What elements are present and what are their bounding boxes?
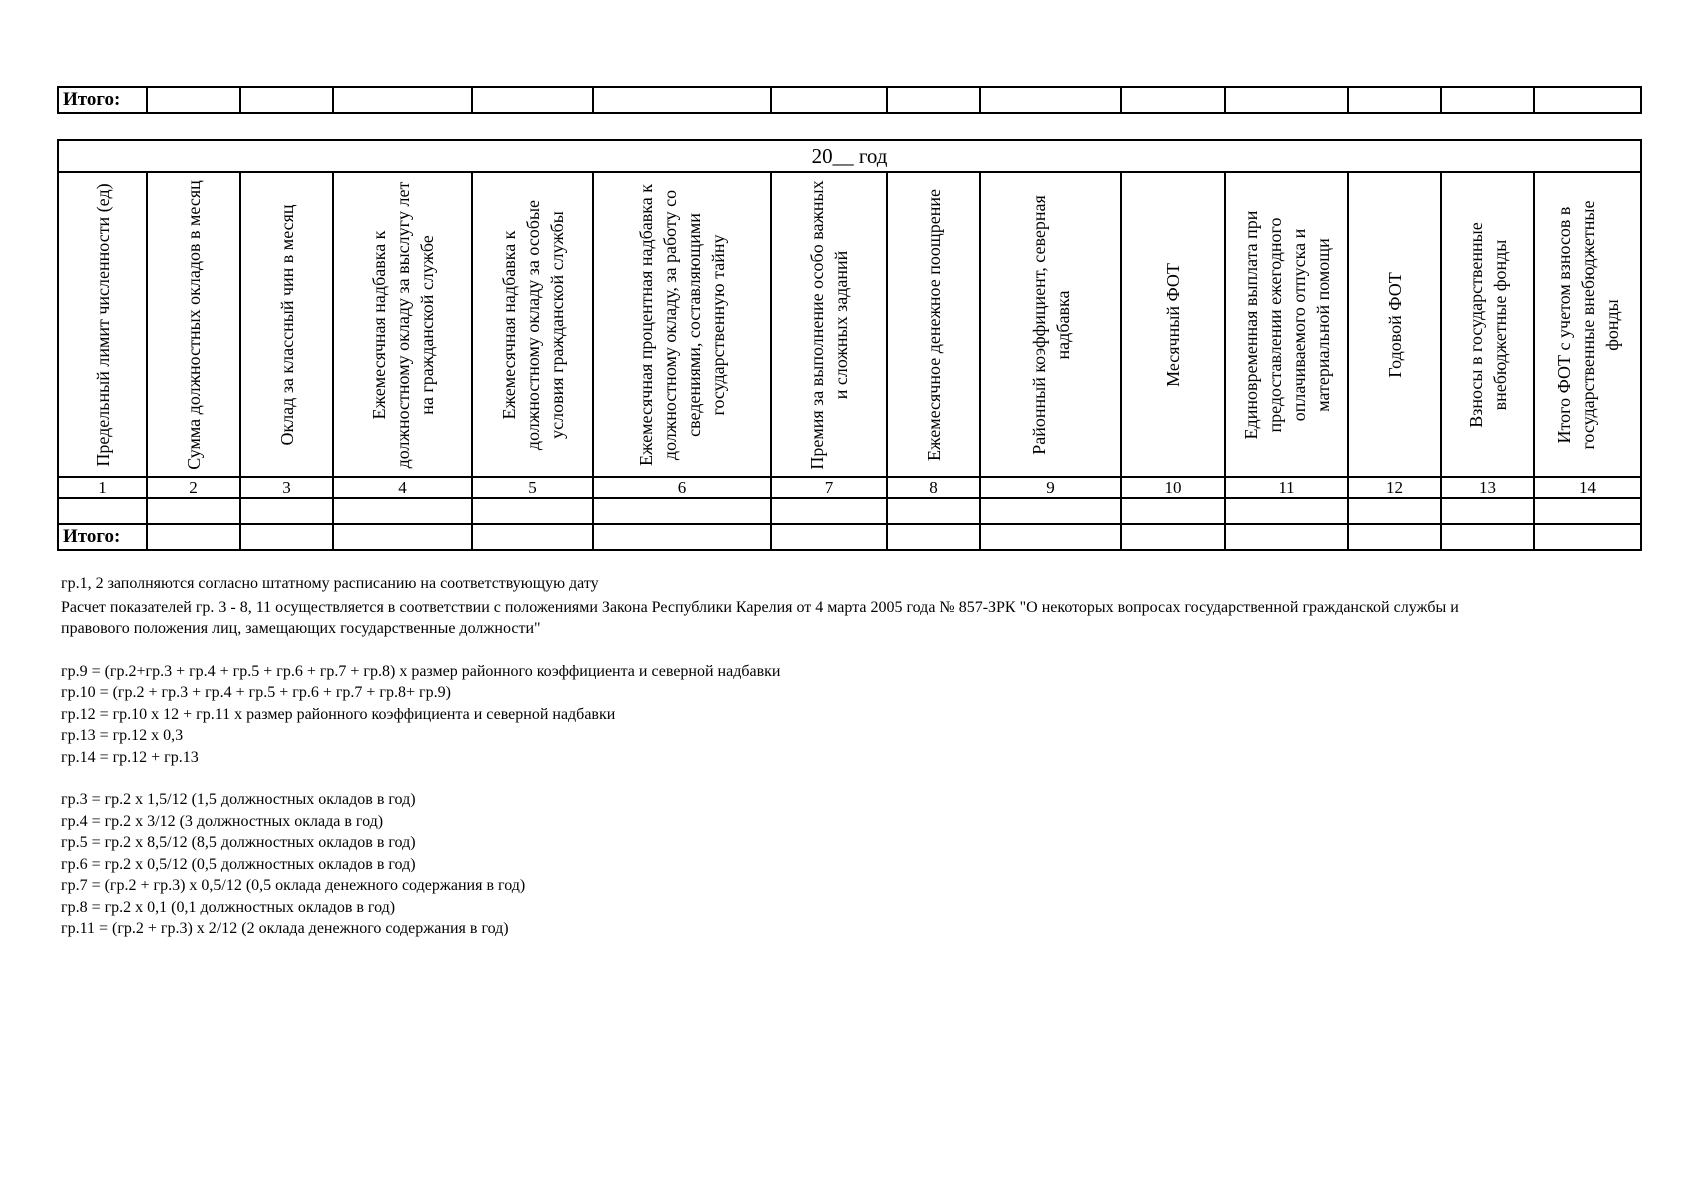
column-header: [333, 172, 472, 477]
table-cell: [472, 498, 593, 524]
column-header: [887, 172, 980, 477]
column-number: 4: [333, 477, 472, 498]
column-number: 11: [1225, 477, 1348, 498]
top-total-cell: [333, 87, 472, 113]
top-total-cell: [1348, 87, 1441, 113]
column-header-label: Годовой ФОТ: [1384, 271, 1405, 378]
table-cell: [147, 498, 240, 524]
formula-line: гр.5 = гр.2 х 8,5/12 (8,5 должностных окладов в год): [61, 834, 416, 851]
column-number: 8: [887, 477, 980, 498]
top-total-cell: [771, 87, 887, 113]
column-number: 3: [240, 477, 333, 498]
column-header: [980, 172, 1121, 477]
total-cell: [1121, 524, 1225, 550]
formula-line: гр.7 = (гр.2 + гр.3) х 0,5/12 (0,5 оклада денежного содержания в год): [61, 877, 526, 894]
column-header-label: Премия за выполнение особо важных и сложных заданий: [807, 179, 851, 470]
column-number: 7: [771, 477, 887, 498]
column-header: [1534, 172, 1641, 477]
note-line: Расчет показателей гр. 3 - 8, 11 осуществляется в соответствии с положениями Закона Республики Карелия от 4 марта 2005 года № 857-ЗРК "О некоторых вопросах государственной гражданской службы и: [61, 598, 1459, 616]
table-cell: [1441, 498, 1534, 524]
column-header-label: Оклад за классный чин в месяц: [276, 203, 297, 446]
top-total-cell: [1534, 87, 1641, 113]
column-number: 1: [58, 477, 147, 498]
column-number: 12: [1348, 477, 1441, 498]
total-cell: [1441, 524, 1534, 550]
formula-line: гр.14 = гр.12 + гр.13: [61, 748, 199, 766]
formula-line: гр.9 = (гр.2+гр.3 + гр.4 + гр.5 + гр.6 + гр.7 + гр.8) х размер районного коэффициента и северной надбавки: [61, 662, 781, 680]
table-cell: [887, 498, 980, 524]
column-header-label: Сумма должностных окладов в месяц: [183, 179, 204, 470]
column-header: [472, 172, 593, 477]
table-cell: [593, 498, 771, 524]
total-cell: [593, 524, 771, 550]
top-total-cell: [1441, 87, 1534, 113]
column-header-label: Взносы в государственные внебюджетные фонды: [1465, 221, 1510, 428]
column-number: 5: [472, 477, 593, 498]
table-cell: [1121, 498, 1225, 524]
total-cell: [240, 524, 333, 550]
formula-line: гр.13 = гр.12 х 0,3: [61, 727, 184, 744]
column-header-label: Ежемесячное денежное поощрение: [923, 188, 944, 461]
total-cell: [333, 524, 472, 550]
top-total-cell: [147, 87, 240, 113]
spacer: [61, 640, 1641, 661]
column-header: [771, 172, 887, 477]
notes-block: [61, 573, 1641, 940]
column-header-label: Предельный лимит численности (ед): [92, 182, 113, 467]
formula-line: гр.6 = гр.2 х 0,5/12 (0,5 должностных окладов в год): [61, 855, 416, 873]
column-headers-row: [58, 172, 1641, 477]
column-header: [1441, 172, 1534, 477]
column-number: 6: [593, 477, 771, 498]
column-header: [1225, 172, 1348, 477]
total-cell: [980, 524, 1121, 550]
top-total-row: [58, 87, 1641, 113]
total-label: Итого:: [58, 524, 147, 550]
column-header-label: Итого ФОТ с учетом взносов в государственные внебюджетные фонды: [1553, 200, 1622, 449]
top-total-cell: [887, 87, 980, 113]
total-cell: [887, 524, 980, 550]
column-header-label: Районный коэффициент, северная надбавка: [1028, 194, 1073, 455]
column-number: 9: [980, 477, 1121, 498]
column-numbers-row: [58, 477, 1641, 498]
table-cell: [333, 498, 472, 524]
column-number: 10: [1121, 477, 1225, 498]
top-total-cell: [980, 87, 1121, 113]
column-header: [240, 172, 333, 477]
spacer: [61, 768, 1641, 789]
note-line: гр.1, 2 заполняются согласно штатному расписанию на соответствующую дату: [61, 575, 599, 592]
data-row: [58, 498, 1641, 524]
column-header: [147, 172, 240, 477]
table-cell: [771, 498, 887, 524]
formula-line: гр.3 = гр.2 х 1,5/12 (1,5 должностных окладов в год): [61, 791, 416, 808]
top-total-cell: [472, 87, 593, 113]
column-header: [58, 172, 147, 477]
total-row: [58, 524, 1641, 550]
top-total-cell: [1225, 87, 1348, 113]
column-number: 14: [1534, 477, 1641, 498]
total-cell: [1348, 524, 1441, 550]
total-cell: [147, 524, 240, 550]
year-header: 20__ год: [58, 140, 1641, 172]
column-header: [1348, 172, 1441, 477]
top-total-label: Итого:: [58, 87, 147, 113]
column-header: [593, 172, 771, 477]
table-cell: [1225, 498, 1348, 524]
formula-line: гр.12 = гр.10 х 12 + гр.11 х размер районного коэффициента и северной надбавки: [61, 705, 616, 723]
column-header-label: Ежемесячная надбавка к должностному окладу за особые условия гражданской службы: [498, 199, 567, 450]
formula-line: гр.8 = гр.2 х 0,1 (0,1 должностных окладов в год): [61, 898, 396, 916]
column-number: 13: [1441, 477, 1534, 498]
column-number: 2: [147, 477, 240, 498]
formula-line: гр.11 = (гр.2 + гр.3) х 2/12 (2 оклада денежного содержания в год): [61, 920, 509, 937]
top-total-table: [57, 86, 1642, 114]
total-cell: [1534, 524, 1641, 550]
column-header-label: Единовременная выплата при предоставлении ежегодного оплачиваемого отпуска и материальной помощи: [1240, 210, 1333, 439]
total-cell: [771, 524, 887, 550]
top-total-cell: [240, 87, 333, 113]
column-header-label: Ежемесячная надбавка к должностному окладу за выслугу лет на гражданской службе: [368, 181, 437, 468]
total-cell: [472, 524, 593, 550]
top-total-cell: [1121, 87, 1225, 113]
note-line: правового положения лиц, замещающих государственные должности": [61, 620, 541, 637]
top-total-cell: [593, 87, 771, 113]
year-row: [58, 140, 1641, 172]
formula-line: гр.10 = (гр.2 + гр.3 + гр.4 + гр.5 + гр.6 + гр.7 + гр.8+ гр.9): [61, 684, 451, 701]
table-cell: [1348, 498, 1441, 524]
column-header-label: Ежемесячная процентная надбавка к должностному окладу, за работу со сведениями, составляющими государственную тайну: [636, 183, 728, 466]
column-header: [1121, 172, 1225, 477]
table-cell: [1534, 498, 1641, 524]
table-cell: [58, 498, 147, 524]
total-cell: [1225, 524, 1348, 550]
table-cell: [240, 498, 333, 524]
column-header-label: Месячный ФОТ: [1163, 262, 1183, 387]
table-cell: [980, 498, 1121, 524]
payroll-table: [57, 139, 1642, 551]
formula-line: гр.4 = гр.2 х 3/12 (3 должностных оклада в год): [61, 812, 384, 830]
